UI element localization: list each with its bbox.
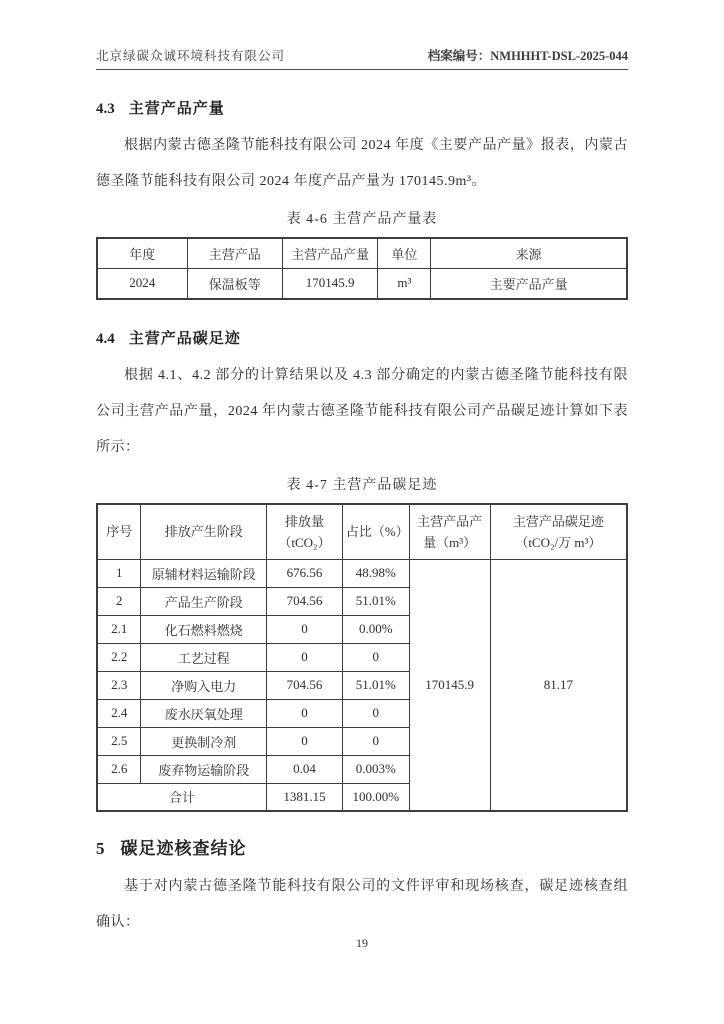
file-number-label: 档案编号： <box>427 49 491 63</box>
section-heading-4-3 <box>96 97 628 118</box>
cell-stage: 产品生产阶段 <box>141 587 267 615</box>
cell-share: 0 <box>342 699 409 727</box>
cell-no: 2.1 <box>97 615 141 643</box>
table-row <box>97 559 627 587</box>
table-row <box>97 268 627 299</box>
cell-production-merged: 170145.9 <box>409 559 490 811</box>
cell-emission: 704.56 <box>267 587 343 615</box>
cell-emission: 0 <box>267 615 343 643</box>
col-header-emission: 排放量（tCO₂） <box>267 504 343 559</box>
paragraph-4-3: 根据内蒙古德圣隆节能科技有限公司 2024 年度《主要产品产量》报表，内蒙古德圣隆节能科技有限公司 2024 年度产品产量为 170145.9m³。 <box>96 138 628 189</box>
col-header-unit: 单位 <box>378 238 431 268</box>
col-header-no: 序号 <box>97 504 141 559</box>
cell-share: 48.98% <box>342 559 409 587</box>
col-header-share: 占比（%） <box>342 504 409 559</box>
cell-emission: 676.56 <box>267 559 343 587</box>
col-header-year: 年度 <box>97 238 187 268</box>
table-header-row <box>97 238 627 268</box>
cell-stage: 废弃物运输阶段 <box>141 755 267 783</box>
col-header-output: 主营产品产量 <box>282 238 377 268</box>
cell-no: 2 <box>97 587 141 615</box>
section-title: 主营产品产量 <box>128 101 225 117</box>
cell-stage: 原辅材料运输阶段 <box>141 559 267 587</box>
section-title: 碳足迹核查结论 <box>120 839 247 858</box>
col-header-stage: 排放产生阶段 <box>141 504 267 559</box>
footprint-table <box>96 503 628 812</box>
page-header <box>96 46 628 70</box>
cell-stage: 废水厌氧处理 <box>141 699 267 727</box>
cell-output: 170145.9 <box>282 268 377 299</box>
cell-unit: m³ <box>378 268 431 299</box>
production-table <box>96 237 628 300</box>
cell-no: 2.2 <box>97 643 141 671</box>
cell-share: 0.003% <box>342 755 409 783</box>
page-number: 19 <box>356 936 368 950</box>
cell-emission: 0 <box>267 699 343 727</box>
col-header-footprint: 主营产品碳足迹（tCO₂/万 m³） <box>490 504 627 559</box>
cell-share: 0.00% <box>342 615 409 643</box>
cell-total-label: 合计 <box>97 783 267 811</box>
col-header-production: 主营产品产量（m³） <box>409 504 490 559</box>
cell-no: 2.3 <box>97 671 141 699</box>
cell-total-share: 100.00% <box>342 783 409 811</box>
section-title: 主营产品碳足迹 <box>128 331 241 347</box>
cell-share: 0 <box>342 727 409 755</box>
cell-emission: 704.56 <box>267 671 343 699</box>
cell-no: 2.6 <box>97 755 141 783</box>
file-number <box>428 46 628 64</box>
cell-footprint-merged: 81.17 <box>490 559 627 811</box>
cell-emission: 0.04 <box>267 755 343 783</box>
section-number: 4.3 <box>96 101 115 117</box>
paragraph-4-4: 根据 4.1、4.2 部分的计算结果以及 4.3 部分确定的内蒙古德圣隆节能科技有限公司主营产品产量，2024 年内蒙古德圣隆节能科技有限公司产品碳足迹计算如下表所示： <box>96 368 628 455</box>
company-name: 北京绿碳众诚环境科技有限公司 <box>96 49 286 63</box>
cell-stage: 工艺过程 <box>141 643 267 671</box>
cell-emission: 0 <box>267 643 343 671</box>
file-number-value: NMHHHT-DSL-2025-044 <box>490 49 628 63</box>
cell-source: 主要产品产量 <box>431 268 627 299</box>
cell-product: 保温板等 <box>187 268 282 299</box>
table-4-7-caption: 表 4-7 主营产品碳足迹 <box>286 478 438 493</box>
cell-share: 51.01% <box>342 587 409 615</box>
cell-stage: 净购入电力 <box>141 671 267 699</box>
cell-share: 0 <box>342 643 409 671</box>
col-header-product: 主营产品 <box>187 238 282 268</box>
cell-emission: 0 <box>267 727 343 755</box>
cell-stage: 化石燃料燃烧 <box>141 615 267 643</box>
cell-stage: 更换制冷剂 <box>141 727 267 755</box>
section-number: 5 <box>96 839 105 858</box>
cell-share: 51.01% <box>342 671 409 699</box>
section-heading-5 <box>96 834 628 859</box>
cell-no: 2.5 <box>97 727 141 755</box>
cell-total-emission: 1381.15 <box>267 783 343 811</box>
table-4-6-caption: 表 4-6 主营产品产量表 <box>286 212 438 227</box>
cell-no: 2.4 <box>97 699 141 727</box>
cell-year: 2024 <box>97 268 187 299</box>
paragraph-5: 基于对内蒙古德圣隆节能科技有限公司的文件评审和现场核查，碳足迹核查组确认： <box>96 879 628 930</box>
table-header-row <box>97 504 627 559</box>
page-content <box>96 0 628 941</box>
col-header-source: 来源 <box>431 238 627 268</box>
section-heading-4-4 <box>96 327 628 348</box>
section-number: 4.4 <box>96 331 115 347</box>
cell-no: 1 <box>97 559 141 587</box>
